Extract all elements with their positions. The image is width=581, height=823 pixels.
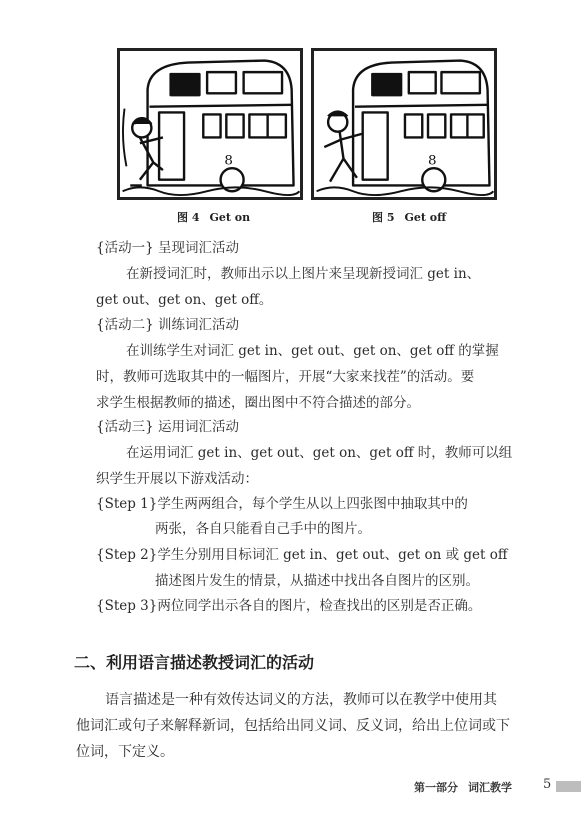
activity-1-text-line-2: get out、get on、get off。 — [96, 292, 273, 308]
section-paragraph-line-3: 位词，下定义。 — [76, 744, 174, 760]
footer-part: 第一部分 — [414, 781, 458, 794]
step-3-line-1: {Step 3}两位同学出示各自的图片，检查找出的区别是否正确。 — [96, 598, 482, 614]
figure-4-label: 图 4 — [177, 211, 200, 224]
svg-text:8: 8 — [224, 153, 233, 169]
figure-4-caption — [177, 209, 250, 225]
section-heading: 二、利用语言描述教授词汇的活动 — [74, 653, 315, 672]
section-paragraph-line-2: 他词汇或句子来解释新词，包括给出同义词、反义词，给出上位词或下 — [76, 718, 510, 734]
step-1-line-2: 两张，各自只能看自己手中的图片。 — [155, 521, 371, 537]
bus-get-off-drawing — [314, 51, 494, 197]
activity-3-text-line-2: 织学生开展以下游戏活动： — [96, 471, 258, 487]
page-edge-tab — [556, 781, 581, 792]
svg-text:8: 8 — [428, 153, 437, 169]
step-1-line-1: {Step 1}学生两两组合，每个学生从以上四张图中抽取其中的 — [96, 496, 468, 512]
figure-5-title: Get off — [404, 211, 447, 224]
step-2-line-1: {Step 2}学生分别用目标词汇 get in、get out、get on 或 get off — [96, 547, 508, 563]
page-number: 5 — [543, 777, 552, 792]
footer-chapter: 词汇教学 — [468, 781, 512, 794]
figure-4-title: Get on — [209, 211, 251, 224]
activity-2-text-line-2: 时，教师可选取其中的一幅图片，开展“大家来找茬”的活动。要 — [96, 369, 475, 385]
activity-1-text-line-1: 在新授词汇时，教师出示以上图片来呈现新授词汇 get in、 — [126, 266, 481, 282]
figure-get-on-illustration — [117, 48, 303, 200]
running-footer — [414, 779, 512, 795]
activity-2-heading: {活动二} 训练词汇活动 — [96, 317, 239, 333]
activity-2-text-line-3: 求学生根据教师的描述，圈出图中不符合描述的部分。 — [96, 395, 420, 411]
activity-3-text-line-1: 在运用词汇 get in、get out、get on、get off 时，教师可以组 — [126, 445, 513, 461]
figure-get-off-illustration — [311, 48, 497, 200]
section-paragraph-line-1: 语言描述是一种有效传达词义的方法，教师可以在教学中使用其 — [105, 692, 497, 708]
activity-2-text-line-1: 在训练学生对词汇 get in、get out、get on、get off 的掌握 — [126, 343, 499, 359]
activity-3-heading: {活动三} 运用词汇活动 — [96, 419, 239, 435]
figure-5-caption — [372, 209, 446, 225]
bus-get-on-drawing — [120, 51, 300, 197]
figure-5-label: 图 5 — [372, 211, 395, 224]
step-2-line-2: 描述图片发生的情景，从描述中找出各自图片的区别。 — [155, 573, 479, 589]
activity-1-heading: {活动一} 呈现词汇活动 — [96, 240, 239, 256]
